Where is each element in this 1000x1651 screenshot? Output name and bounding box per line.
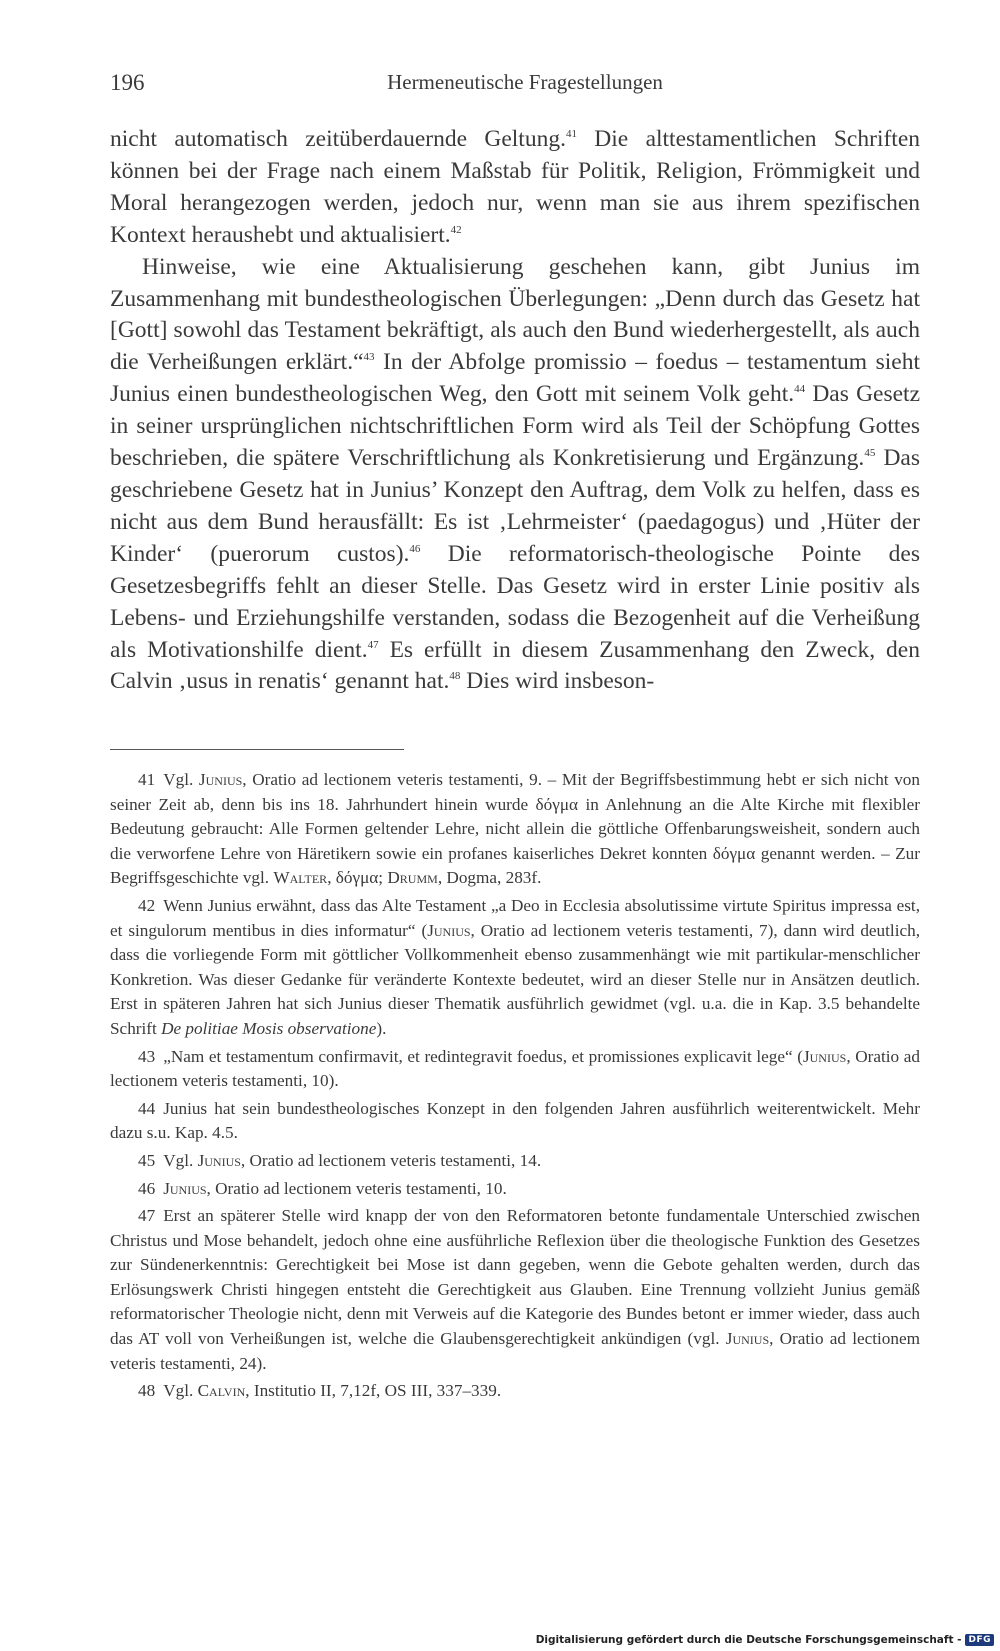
italic-title: De politiae Mosis observatione bbox=[161, 1018, 377, 1038]
paragraph: Hinweise, wie eine Aktualisierung geschehen kann, gibt Junius im Zusammenhang mit bundestheologischen Überlegungen: „Denn durch das Gesetz hat [Gott] sowohl das Testament bekräftigt, als auch den Bund wiederhergestellt, als auch die Verheißungen erklärt.“$^{43}$ In der Abfolge promissio – foedus – testamentum sieht Junius einen bundestheologischen Weg, den Gott mit seinem Volk geht.$^{44}$ Das Gesetz in seiner ursprünglichen nichtschriftlichen Form wird als Teil der Schöpfung Gottes beschrieben, die spätere Verschriftlichung als Konkretisierung und Ergänzung.$^{45}$ Das geschriebene Gesetz hat in Junius’ Konzept den Auftrag, dem Volk zu helfen, dass es nicht aus dem Bund herausfällt: Es ist ‚Lehrmeister‘ (paedagogus) und ‚Hüter der Kinder‘ (puerorum custos).$^{46}$ Die reformatorisch-theologische Pointe des Gesetzesbegriffs fehlt an dieser Stelle. Das Gesetz wird in erster Linie positiv als Lebens- und Erziehungshilfe verstanden, sodass die Bezogenheit auf die Verheißung als Motivationshilfe dient.$^{47}$ Es erfüllt in diesem Zusammenhang den Zweck, den Calvin ‚usus in renatis‘ genannt hat.$^{48}$ Dies wird insbeson- bbox=[110, 253, 921, 695]
footnote: 44 Junius hat sein bundestheologisches Konzept in den folgenden Jahren ausführlich weiterentwickelt. Mehr dazu s.u. Kap. 4.5. bbox=[110, 1098, 920, 1143]
page-header bbox=[110, 70, 920, 100]
author-name: Junius bbox=[427, 920, 471, 940]
author-name: Junius bbox=[197, 1150, 241, 1170]
footnote-number: 48 bbox=[138, 1381, 156, 1401]
footnotes bbox=[110, 768, 920, 1407]
footnote-ref: 44 bbox=[794, 383, 806, 396]
footnote: 43 „Nam et testamentum confirmavit, et redintegravit foedus, et promissiones explicavit lege“ (Junius, Oratio ad lectionem veteris testamenti, 10). bbox=[110, 1046, 920, 1091]
footnote-ref: 48 bbox=[449, 670, 461, 683]
author-name: Junius bbox=[163, 1178, 207, 1198]
footnote-ref: 41 bbox=[565, 128, 577, 141]
body-text bbox=[110, 124, 920, 698]
footnote: 47 Erst an späterer Stelle wird knapp der von den Reformatoren betonte fundamentale Unterschied zwischen Christus und Mose behandelt, jedoch ohne eine ausführliche Reflexion über die theologische Funktion des Gesetzes zur Sündenerkenntnis: Gerechtigkeit bei Mose ist dann gegeben, wenn die Gebote gehalten werden, durch das Erlösungswerk Christi hingegen entsteht die Gerechtigkeit aus Glauben. Eine Trennung vollzieht Junius gemäß reformatorischer Theologie nicht, denn mit Verweis auf die Kategorie des Bundes betont er immer wieder, dass auch das AT voll von Verheißungen ist, welche die Glaubensgerechtigkeit ankündigen (vgl. Junius, Oratio ad lectionem veteris testamenti, 24). bbox=[110, 1206, 920, 1373]
paragraph: nicht automatisch zeitüberdauernde Geltung.$^{41}$ Die alttestamentlichen Schriften können bei der Frage nach einem Maßstab für Politik, Religion, Frömmigkeit und Moral herangezogen werden, jedoch nur, wenn man sie aus ihrem spezifischen Kontext heraushebt und aktualisiert.$^{42}$ bbox=[110, 126, 921, 248]
footnote-separator bbox=[110, 749, 404, 750]
author-name: Drumm bbox=[387, 868, 438, 888]
author-name: Junius bbox=[725, 1329, 770, 1349]
footnote: 42 Wenn Junius erwähnt, dass das Alte Testament „a Deo in Ecclesia absolutissime virtute Spiritus impressa est, et singulorum mentibus in dies informatur“ (Junius, Oratio ad lectionem veteris testamenti, 7), dann wird deutlich, dass die vorliegende Form mit göttlicher Vollkommenheit ebenso zusammenhängt wie mit partikular-menschlicher Konkretion. Was dieser Gedanke für veränderte Kontexte bedeutet, wird an dieser Stelle nur in Ansätzen deutlich. Erst in späteren Jahren hat sich Junius dieser Thematik ausführlich gewidmet (vgl. u.a. die in Kap. 3.5 behandelte Schrift De politiae Mosis observatione). bbox=[110, 895, 920, 1038]
footnote: 48 Vgl. Calvin, Institutio II, 7,12f, OS III, 337–339. bbox=[138, 1381, 502, 1401]
author-name: Junius bbox=[802, 1046, 847, 1066]
footnote-number: 47 bbox=[138, 1206, 156, 1226]
footnote-number: 44 bbox=[138, 1098, 156, 1118]
footnote-number: 45 bbox=[138, 1150, 156, 1170]
author-name: Junius bbox=[198, 770, 243, 789]
footer-credit bbox=[536, 1634, 994, 1646]
footnote-number: 41 bbox=[138, 770, 156, 789]
author-name: Walter bbox=[273, 868, 328, 888]
footnote: 45 Vgl. Junius, Oratio ad lectionem veteris testamenti, 14. bbox=[138, 1150, 542, 1170]
footnote-ref: 45 bbox=[864, 447, 876, 460]
footnote-number: 46 bbox=[138, 1178, 156, 1198]
footnote-ref: 46 bbox=[409, 542, 421, 555]
dfg-logo: DFG bbox=[965, 1634, 994, 1646]
footnote: 46 Junius, Oratio ad lectionem veteris testamenti, 10. bbox=[138, 1178, 507, 1198]
author-name: Calvin bbox=[197, 1381, 246, 1401]
footnote-number: 42 bbox=[138, 895, 156, 915]
footnote: 41 Vgl. Junius, Oratio ad lectionem veteris testamenti, 9. – Mit der Begriffsbestimmung hebt er sich nicht von seiner Zeit ab, denn bis ins 18. Jahrhundert hinein wurde δόγμα in Anlehnung an die Alte Kirche mit flexibler Bedeutung gebraucht: Alle Formen geltender Lehre, nicht allein die göttliche Offenbarungsweisheit, sondern auch die verworfene Lehre von Häretikern sowie ein profanes kaiserliches Dekret konnten δόγμα genannt werden. – Zur Begriffsgeschichte vgl. Walter, δόγμα; Drumm, Dogma, 283f. bbox=[110, 770, 920, 888]
page-number: 196 bbox=[110, 70, 145, 95]
footnote-ref: 43 bbox=[363, 351, 375, 364]
footnote-ref: 42 bbox=[450, 223, 462, 236]
footnote-ref: 47 bbox=[367, 638, 379, 651]
footer-credit-text: Digitalisierung gefördert durch die Deutsche Forschungsgemeinschaft - bbox=[535, 1634, 962, 1646]
footnote-number: 43 bbox=[138, 1046, 156, 1066]
running-head: Hermeneutische Fragestellungen bbox=[387, 70, 663, 94]
